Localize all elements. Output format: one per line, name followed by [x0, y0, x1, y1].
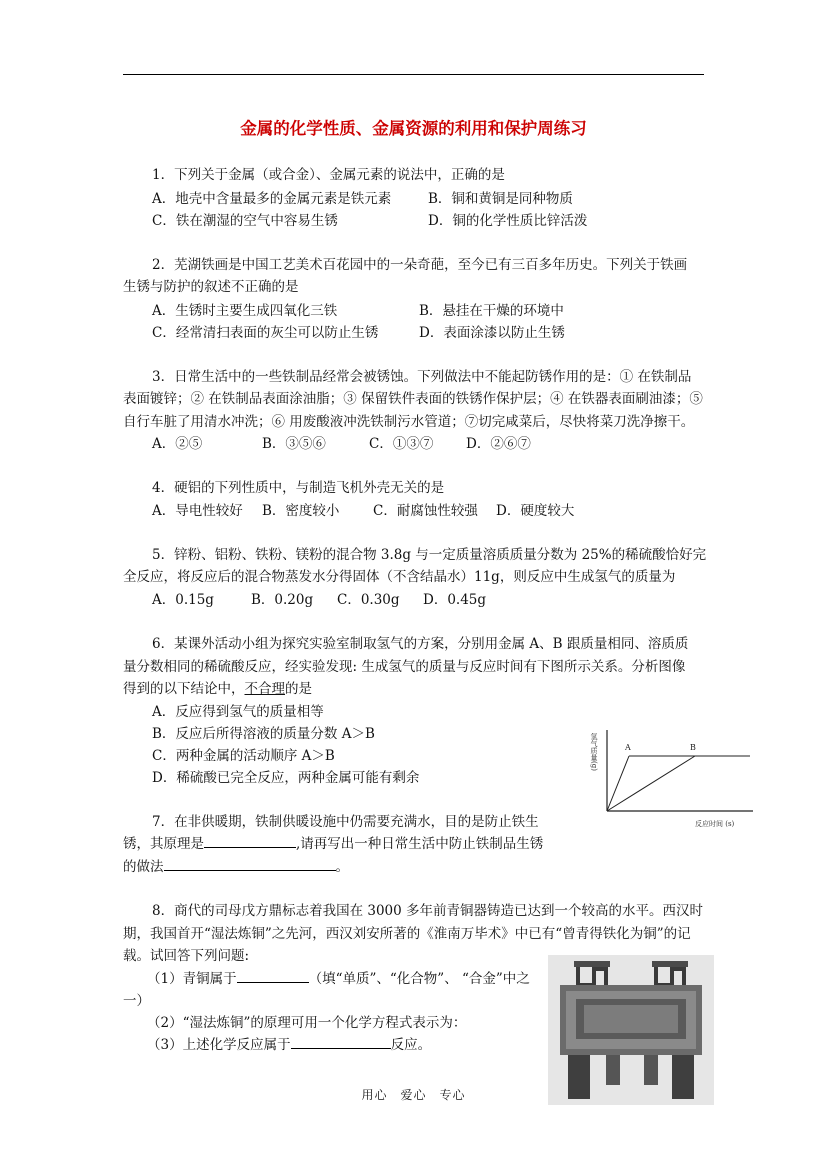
q8-blank-bronze[interactable]: [237, 969, 309, 983]
graph-y-label: 氢气质量(g): [590, 733, 598, 771]
q2-stem-line1: 2．芜湖铁画是中国工艺美术百花园中的一朵奇葩，至今已有三百多年历史。下列关于铁画: [152, 257, 688, 273]
q7-line2-pre: 锈，其原理是: [123, 836, 204, 852]
q4-option-a: A．导电性较好: [152, 503, 243, 519]
bronze-ding-image: [548, 955, 714, 1105]
header-rule: [123, 74, 704, 75]
q1-option-a: A．地壳中含量最多的金属元素是铁元素: [152, 191, 392, 207]
curve-a: [607, 756, 629, 811]
curve-b: [607, 756, 695, 811]
q6-option-b: B．反应后所得溶液的质量分数 A＞B: [152, 726, 375, 742]
q6-option-c: C．两种金属的活动顺序 A＞B: [152, 748, 335, 764]
q8-part2: （2）“湿法炼铜”的原理可用一个化学方程式表示为：: [147, 1015, 467, 1031]
q8-stem-line2: 期，我国首开“湿法炼铜”之先河，西汉刘安所著的《淮南万毕术》中已有“曾青得铁化为铜”的记: [123, 926, 691, 942]
q8-part1-pre: （1）青铜属于: [147, 971, 237, 987]
q8-part3: [147, 1035, 431, 1055]
q7-line3-post: 。: [335, 859, 349, 875]
q5-option-a: A．0.15g: [152, 592, 214, 608]
q6-stem-line1: 6．某课外活动小组为探究实验室制取氢气的方案，分别用金属 A、B 跟质量相同、溶质质: [152, 636, 689, 652]
page-title: 金属的化学性质、金属资源的利用和保护周练习: [240, 119, 587, 138]
page-footer: 用心 爱心 专心: [361, 1088, 466, 1102]
q5-stem-line2: 全反应，将反应后的混合物蒸发水分得固体（不含结晶水）11g，则反应中生成氢气的质量为: [123, 569, 676, 585]
q6-stem-line2: 量分数相同的稀硫酸反应，经实验发现: 生成氢气的质量与反应时间有下图所示关系。分析图像: [123, 659, 686, 675]
q7-line3-pre: 的做法: [123, 859, 164, 875]
q5-option-b: B．0.20g: [251, 592, 314, 608]
q7-line2-post: ,请再写出一种日常生活中防止铁制品生锈: [296, 836, 544, 852]
q7-line1: 7．在非供暖期，铁制供暖设施中仍需要充满水，目的是防止铁生: [152, 814, 539, 830]
q2-option-b: B．悬挂在干燥的环境中: [419, 303, 564, 319]
q5-option-d: D．0.45g: [423, 592, 487, 608]
q8-blank-reaction-type[interactable]: [291, 1035, 391, 1049]
q3-option-a: A．②⑤: [152, 436, 203, 452]
q3-option-b: B．③⑤⑥: [262, 436, 326, 452]
graph-x-label: 反应时间 (s): [695, 820, 735, 828]
graph-label-a: A: [625, 743, 631, 752]
q8-part1-post: （填“单质”、“化合物”、 “合金”中之: [308, 971, 530, 987]
q4-stem: 4．硬铝的下列性质中，与制造飞机外壳无关的是: [152, 480, 445, 496]
q2-option-a: A．生锈时主要生成四氧化三铁: [152, 303, 338, 319]
q6-option-d: D．稀硫酸已完全反应，两种金属可能有剩余: [152, 770, 420, 786]
q4-option-d: D．硬度较大: [496, 503, 575, 519]
q7-blank-principle[interactable]: [204, 834, 296, 848]
q2-option-c: C．经常清扫表面的灰尘可以防止生锈: [152, 325, 379, 341]
q4-option-c: C．耐腐蚀性较强: [373, 503, 478, 519]
graph-label-b: B: [690, 743, 696, 752]
q6-option-a: A．反应得到氢气的质量相等: [152, 704, 324, 720]
q5-stem-line1: 5．锌粉、铝粉、铁粉、镁粉的混合物 3.8g 与一定质量溶质质量分数为 25%的稀硫酸恰好完: [152, 547, 707, 563]
q8-part1: [147, 969, 530, 989]
q6-stem-underlined: 不合理: [244, 681, 285, 697]
q8-stem-line1: 8．商代的司母戊方鼎标志着我国在 3000 多年前青铜器铸造已达到一个较高的水平。西汉时: [152, 903, 704, 919]
q7-blank-method[interactable]: [164, 857, 336, 871]
q3-stem-line1: 3．日常生活中的一些铁制品经常会被锈蚀。下列做法中不能起防锈作用的是：① 在铁制品: [152, 369, 692, 385]
q3-stem-line3: 自行车脏了用清水冲洗；⑥ 用废酸液冲洗铁制污水管道；⑦切完咸菜后，尽快将菜刀洗净擦干。: [123, 414, 695, 430]
q2-stem-line2: 生锈与防护的叙述不正确的是: [123, 279, 299, 295]
q8-part3-pre: （3）上述化学反应属于: [147, 1037, 291, 1053]
q6-stem-line3-pre: 得到的以下结论中，: [123, 681, 245, 697]
q1-option-b: B．铜和黄铜是同种物质: [428, 191, 573, 207]
q1-option-c: C．铁在潮湿的空气中容易生锈: [152, 213, 338, 229]
q7-line3: [123, 857, 349, 877]
bronze-ding-drawing: [548, 955, 714, 1105]
hydrogen-mass-graph: [585, 720, 785, 830]
q5-option-c: C．0.30g: [337, 592, 400, 608]
q2-option-d: D．表面涂漆以防止生锈: [419, 325, 565, 341]
q7-line2: [123, 834, 543, 854]
q8-part1-cont: 一）: [123, 993, 150, 1009]
q6-stem-line3: [123, 679, 312, 699]
q1-option-d: D．铜的化学性质比锌活泼: [428, 213, 588, 229]
q3-option-c: C．①③⑦: [369, 436, 434, 452]
q8-stem-line3: 载。试回答下列问题:: [123, 948, 250, 964]
q8-part3-post: 反应。: [390, 1037, 432, 1053]
q1-stem: 1．下列关于金属（或合金）、金属元素的说法中，正确的是: [152, 167, 505, 183]
q3-stem-line2: 表面镀锌；② 在铁制品表面涂油脂；③ 保留铁件表面的铁锈作保护层；④ 在铁器表面刷油漆；⑤: [123, 391, 703, 407]
q6-stem-line3-post: 的是: [285, 681, 312, 697]
q3-option-d: D．②⑥⑦: [466, 436, 531, 452]
q4-option-b: B．密度较小: [262, 503, 340, 519]
